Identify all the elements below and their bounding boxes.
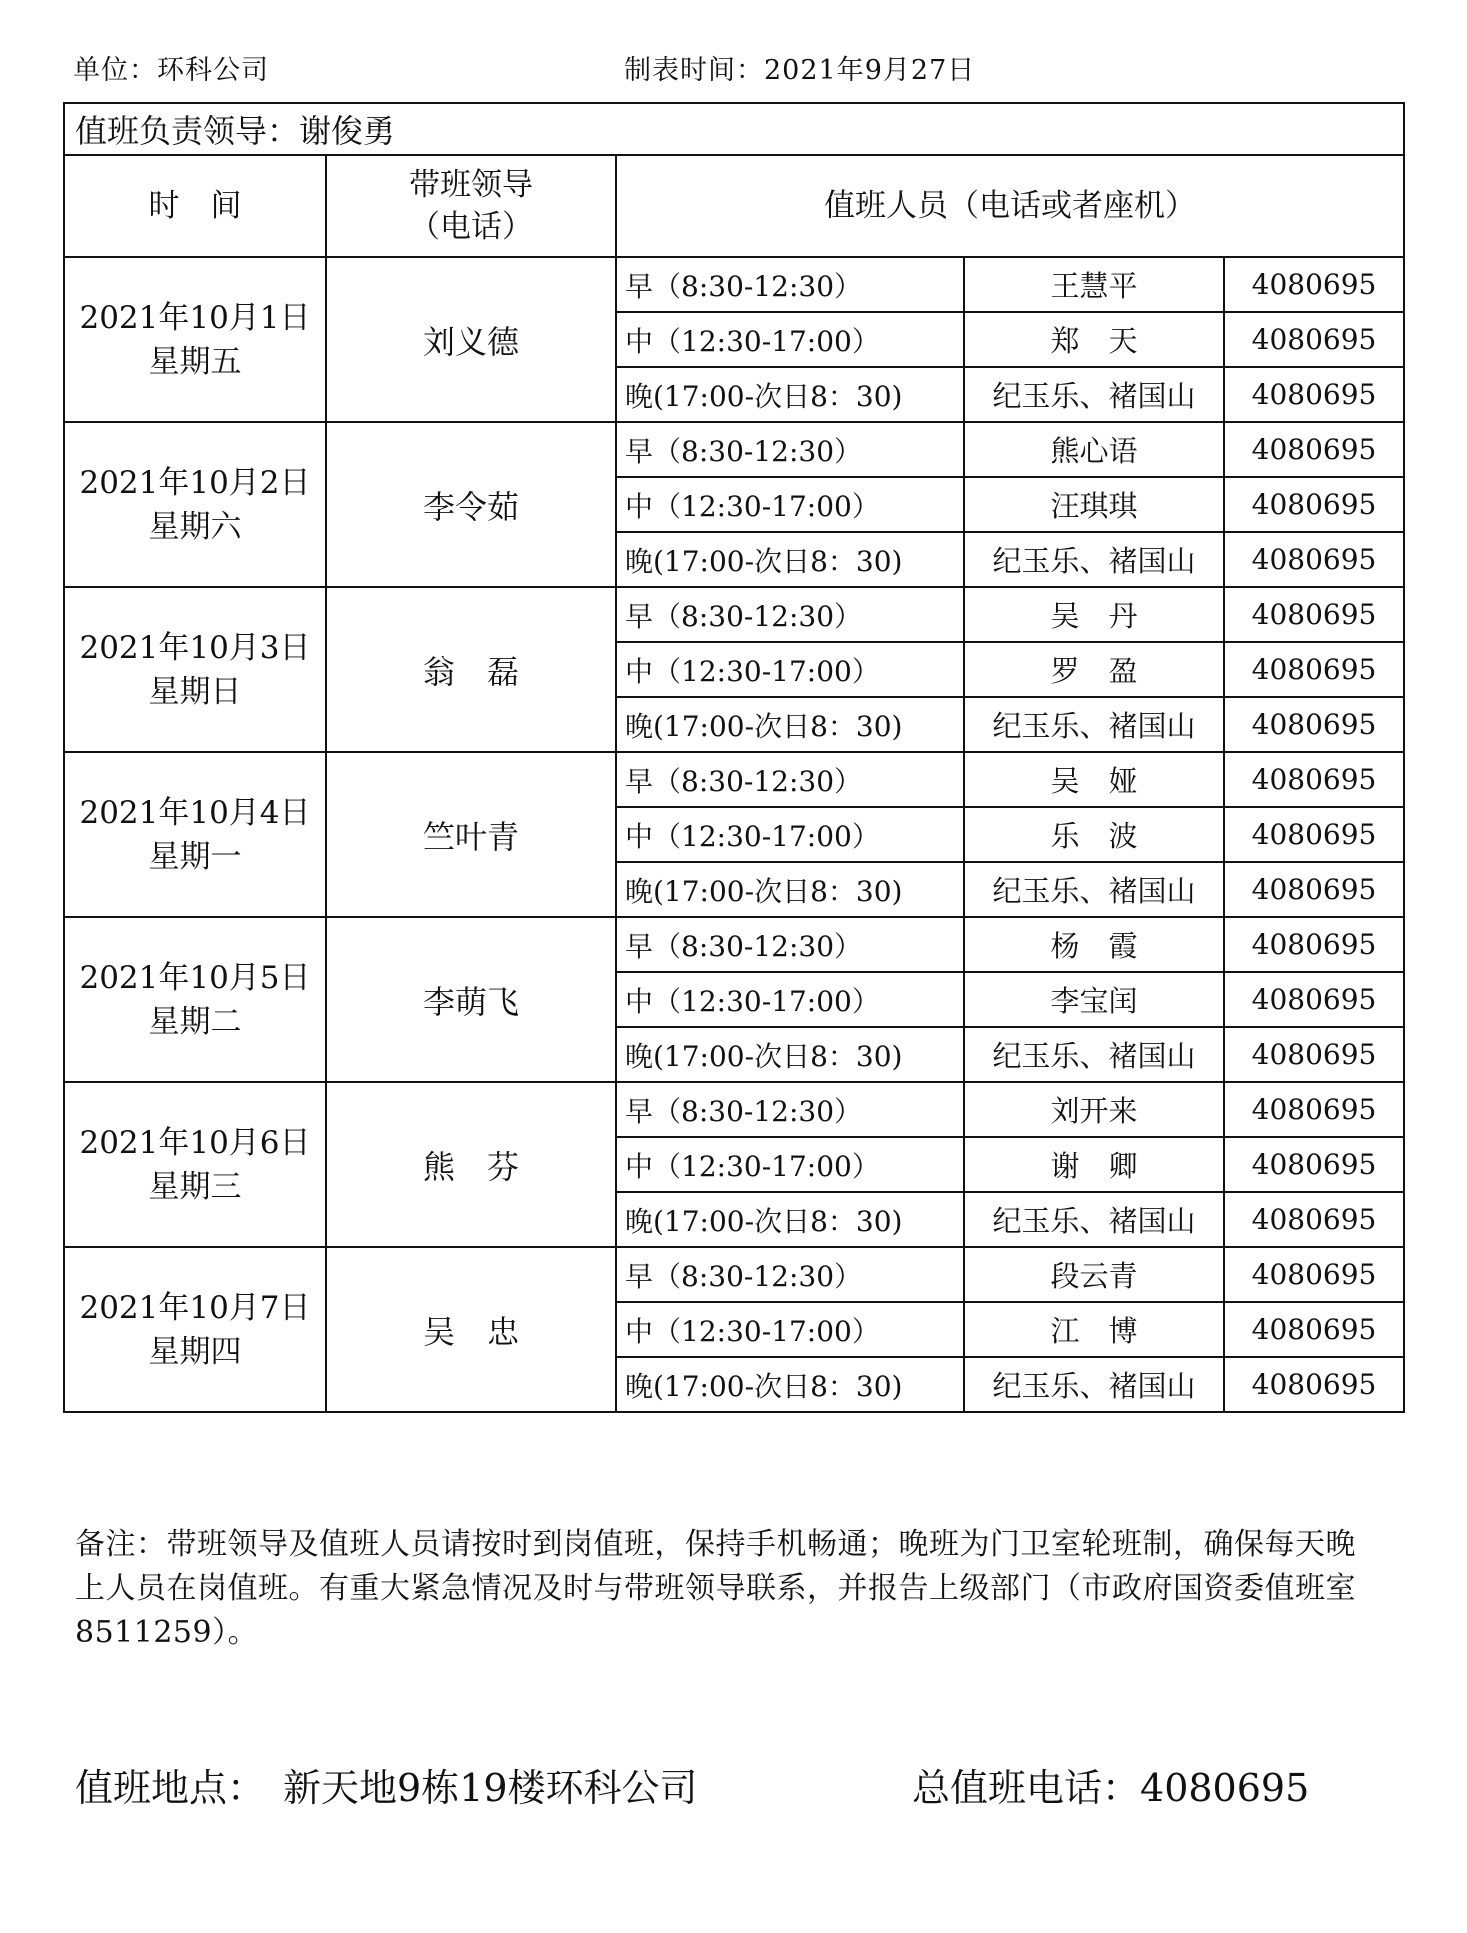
staff-phone: 4080695 [1224, 807, 1404, 862]
staff-name: 纪玉乐、褚国山 [964, 532, 1224, 587]
staff-name: 李宝闰 [964, 972, 1224, 1027]
shift-time: 晚(17:00-次日8：30) [616, 1192, 964, 1247]
unit-label: 单位：环科公司 [73, 55, 269, 86]
hotline-value: 4080695 [1140, 1766, 1310, 1810]
shift-time: 中（12:30-17:00） [616, 1302, 964, 1357]
hotline-label: 总值班电话： [912, 1766, 1141, 1810]
day-date: 2021年10月5日 [79, 959, 311, 996]
staff-name: 纪玉乐、褚国山 [964, 697, 1224, 752]
day-cell [64, 587, 326, 752]
staff-phone: 4080695 [1224, 752, 1404, 807]
staff-phone: 4080695 [1224, 1137, 1404, 1192]
staff-phone: 4080695 [1224, 917, 1404, 972]
staff-phone: 4080695 [1224, 312, 1404, 367]
shift-time: 早（8:30-12:30） [616, 257, 964, 312]
lead-row [64, 103, 1404, 155]
staff-name: 乐 波 [964, 807, 1224, 862]
staff-phone: 4080695 [1224, 972, 1404, 1027]
staff-phone: 4080695 [1224, 1027, 1404, 1082]
col-leader-header-line1: 带班领导 [409, 167, 533, 203]
shift-time: 中（12:30-17:00） [616, 807, 964, 862]
day-date: 2021年10月4日 [79, 794, 311, 831]
shift-time: 早（8:30-12:30） [616, 1247, 964, 1302]
staff-name: 罗 盈 [964, 642, 1224, 697]
col-staff-header: 值班人员（电话或者座机） [616, 155, 1404, 257]
shift-row [64, 257, 1404, 312]
day-cell [64, 257, 326, 422]
location-value: 新天地9栋19楼环科公司 [283, 1766, 698, 1810]
day-weekday: 星期日 [148, 673, 242, 710]
duty-hotline [912, 1757, 1309, 1812]
shift-time: 晚(17:00-次日8：30) [616, 1357, 964, 1412]
staff-phone: 4080695 [1224, 422, 1404, 477]
leader-cell: 熊 芬 [326, 1082, 616, 1247]
made-time-label: 制表时间：2021年9月27日 [624, 55, 976, 86]
shift-time: 晚(17:00-次日8：30) [616, 697, 964, 752]
staff-name: 纪玉乐、褚国山 [964, 1357, 1224, 1412]
shift-time: 晚(17:00-次日8：30) [616, 862, 964, 917]
day-date: 2021年10月6日 [79, 1124, 311, 1161]
day-weekday: 星期四 [148, 1333, 242, 1370]
staff-name: 纪玉乐、褚国山 [964, 862, 1224, 917]
header-row [64, 155, 1404, 257]
day-weekday: 星期六 [148, 508, 242, 545]
staff-name: 江 博 [964, 1302, 1224, 1357]
leader-cell: 刘义德 [326, 257, 616, 422]
shift-time: 中（12:30-17:00） [616, 312, 964, 367]
duty-location [75, 1757, 698, 1812]
day-cell [64, 1082, 326, 1247]
location-label: 值班地点： [75, 1766, 266, 1810]
shift-row [64, 1247, 1404, 1302]
day-cell [64, 422, 326, 587]
shift-time: 早（8:30-12:30） [616, 752, 964, 807]
day-weekday: 星期二 [148, 1003, 242, 1040]
day-cell [64, 917, 326, 1082]
remark-note: 备注：带班领导及值班人员请按时到岗值班，保持手机畅通；晚班为门卫室轮班制，确保每天晚上人员在岗值班。有重大紧急情况及时与带班领导联系，并报告上级部门（市政府国资委值班室8511259）。 [75, 1527, 1356, 1650]
shift-time: 晚(17:00-次日8：30) [616, 1027, 964, 1082]
staff-name: 谢 卿 [964, 1137, 1224, 1192]
staff-name: 汪琪琪 [964, 477, 1224, 532]
staff-phone: 4080695 [1224, 642, 1404, 697]
leader-cell: 李萌飞 [326, 917, 616, 1082]
staff-phone: 4080695 [1224, 1357, 1404, 1412]
col-time-header: 时 间 [64, 155, 326, 257]
day-cell [64, 1247, 326, 1412]
staff-name: 刘开来 [964, 1082, 1224, 1137]
shift-time: 早（8:30-12:30） [616, 422, 964, 477]
staff-phone: 4080695 [1224, 1302, 1404, 1357]
staff-phone: 4080695 [1224, 367, 1404, 422]
staff-name: 王慧平 [964, 257, 1224, 312]
day-date: 2021年10月2日 [79, 464, 311, 501]
shift-time: 早（8:30-12:30） [616, 917, 964, 972]
staff-phone: 4080695 [1224, 1082, 1404, 1137]
staff-phone: 4080695 [1224, 862, 1404, 917]
staff-name: 杨 霞 [964, 917, 1224, 972]
lead-label: 值班负责领导：谢俊勇 [64, 103, 1404, 155]
shift-row [64, 587, 1404, 642]
staff-name: 纪玉乐、褚国山 [964, 367, 1224, 422]
staff-phone: 4080695 [1224, 532, 1404, 587]
leader-cell: 李令茹 [326, 422, 616, 587]
shift-time: 晚(17:00-次日8：30) [616, 367, 964, 422]
staff-phone: 4080695 [1224, 257, 1404, 312]
shift-time: 早（8:30-12:30） [616, 587, 964, 642]
staff-name: 段云青 [964, 1247, 1224, 1302]
day-date: 2021年10月3日 [79, 629, 311, 666]
shift-row [64, 1082, 1404, 1137]
staff-phone: 4080695 [1224, 1247, 1404, 1302]
shift-time: 中（12:30-17:00） [616, 477, 964, 532]
leader-cell: 竺叶青 [326, 752, 616, 917]
day-cell [64, 752, 326, 917]
col-leader-header [326, 155, 616, 257]
leader-cell: 翁 磊 [326, 587, 616, 752]
day-weekday: 星期一 [148, 838, 242, 875]
shift-time: 中（12:30-17:00） [616, 642, 964, 697]
staff-name: 纪玉乐、褚国山 [964, 1027, 1224, 1082]
staff-name: 吴 娅 [964, 752, 1224, 807]
staff-name: 熊心语 [964, 422, 1224, 477]
shift-time: 早（8:30-12:30） [616, 1082, 964, 1137]
day-weekday: 星期五 [148, 343, 242, 380]
shift-row [64, 917, 1404, 972]
staff-phone: 4080695 [1224, 587, 1404, 642]
staff-phone: 4080695 [1224, 477, 1404, 532]
day-date: 2021年10月7日 [79, 1289, 311, 1326]
shift-time: 中（12:30-17:00） [616, 972, 964, 1027]
col-leader-header-line2: （电话） [409, 209, 533, 245]
day-date: 2021年10月1日 [79, 299, 311, 336]
staff-phone: 4080695 [1224, 697, 1404, 752]
staff-phone: 4080695 [1224, 1192, 1404, 1247]
staff-name: 吴 丹 [964, 587, 1224, 642]
shift-time: 晚(17:00-次日8：30) [616, 532, 964, 587]
shift-row [64, 422, 1404, 477]
leader-cell: 吴 忠 [326, 1247, 616, 1412]
staff-name: 郑 天 [964, 312, 1224, 367]
shift-time: 中（12:30-17:00） [616, 1137, 964, 1192]
duty-table [63, 102, 1405, 1413]
shift-row [64, 752, 1404, 807]
staff-name: 纪玉乐、褚国山 [964, 1192, 1224, 1247]
day-weekday: 星期三 [148, 1168, 242, 1205]
